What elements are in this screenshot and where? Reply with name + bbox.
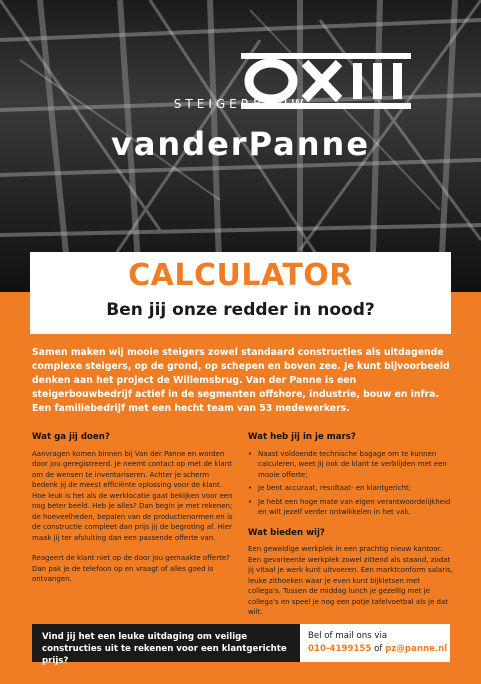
email-link[interactable]: pz@panne.nl xyxy=(385,644,448,654)
left-paragraph-1: Aanvragen komen binnen bij Van der Panne en worden door jou geregistreerd. Je neemt contact op met de klant om de wensen te inventariseren. Achter je scherm bedenk jij de meest efficiënte oplossing voor de klant. Hoe leuk is het als de werklocatie gaat bekijken voor een nog beter beeld. Heb je alles? Dan begin je met rekenen; de hoeveelheden, bepalen van de productienormen en is de constructie compleet dan prijs jij de begroting af. Hier maak jij ter afsluiting dan een passende offerte van. xyxy=(32,449,233,542)
list-item: • Je hebt een hoge mate van eigen verantwoordelijkheid en wilt jezelf verder ontwikkelen in het vak. xyxy=(248,497,453,518)
right-column xyxy=(248,432,453,628)
page-subtitle: Ben jij onze redder in nood? xyxy=(106,300,375,320)
contact-details xyxy=(308,643,450,656)
title-box xyxy=(30,252,451,334)
logo xyxy=(0,38,481,57)
contact-line: Bel of mail ons via xyxy=(308,631,388,641)
page-title: CALCULATOR xyxy=(128,258,353,293)
heading-wat-bieden-wij: Wat bieden wij? xyxy=(248,527,325,538)
list-item: • Je bent accuraat, resultaat- en klantgericht; xyxy=(248,483,453,494)
heading-wat-heb-jij-in-je-mars: Wat heb jij in je mars? xyxy=(248,432,356,442)
left-paragraph-2: Reageert de klant niet op de door jou gemaakte offerte? Dan pak je de telefoon op en vraagt of alles goed is ontvangen. xyxy=(32,554,230,583)
requirements-list xyxy=(248,449,453,518)
call-to-action xyxy=(32,624,450,666)
offer-paragraph: Een geweldige werkplek in een prachtig nieuw kantoor. Een gevarieerde werkplek zowel zittend als staand, zodat jij vitaal je werk kunt uitvoeren. Een marktconform salaris, leuke zithoeken waar je even kunt bijkletsen met collega's. Tussen de middag lunch je gezellig met je collega's en speel je nog een potje tafelvoetbal als je dat wilt. xyxy=(248,545,453,616)
intro-text: Samen maken wij mooie steigers zowel standaard constructies als uitdagende complexe steigers, op de grond, op schepen en boven zee. Je kunt bijvoorbeeld denken aan het project de Willemsbrug. Van der Panne is een steigerbouwbedrijf actief in de segmenten offshore, industrie, bouw en infra. Een familiebedrijf met een hecht team van 53 medewerkers. xyxy=(32,347,450,414)
brand-name: vanderPanne xyxy=(110,125,371,163)
cta-question: Vind jij het een leuke uitdaging om veilige constructies uit te rekenen voor een klantgerichte prijs? xyxy=(32,624,300,662)
phone-link[interactable]: 010-4199155 xyxy=(308,644,372,654)
left-column xyxy=(32,432,237,595)
heading-wat-ga-jij-doen: Wat ga jij doen? xyxy=(32,432,110,442)
hero-scaffolding-photo xyxy=(0,0,481,292)
logo-subtitle: STEIGERBOUW xyxy=(173,97,308,111)
list-item: • Naast voldoende technische bagage om te kunnen calculeren, weet jij ook de klant te verblijden met een mooie offerte; xyxy=(248,449,453,481)
contact-box xyxy=(300,624,450,662)
contact-or: of xyxy=(374,644,383,654)
